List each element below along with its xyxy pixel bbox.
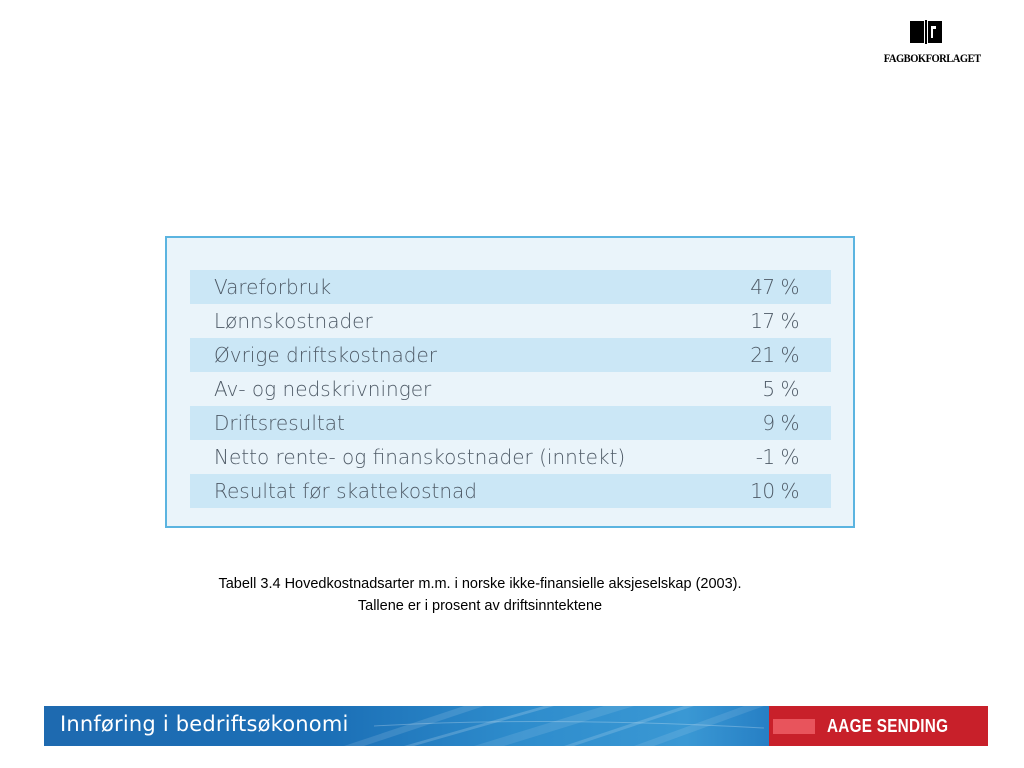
table-row [190, 440, 831, 474]
caption-line-2: Tallene er i prosent av driftsinntektene [357, 598, 603, 614]
cost-table [190, 270, 831, 508]
row-label: Lønnskostnader [214, 309, 373, 333]
row-value: 47 % [750, 275, 799, 299]
table-caption [160, 573, 800, 617]
row-label: Av- og nedskrivninger [214, 377, 432, 401]
row-label: Vareforbruk [214, 275, 332, 299]
footer-banner [44, 706, 988, 746]
author-swatch [773, 719, 815, 734]
table-row [190, 406, 831, 440]
publisher-logo [878, 20, 981, 66]
row-value: 5 % [762, 377, 799, 401]
row-value: 9 % [762, 411, 799, 435]
book-title: Innføring i bedriftsøkonomi [60, 712, 349, 736]
publisher-name: FAGBOKFORLAGET [883, 51, 981, 65]
row-label: Resultat før skattekostnad [214, 479, 477, 503]
table-row [190, 474, 831, 508]
table-row [190, 372, 831, 406]
row-label: Driftsresultat [214, 411, 345, 435]
row-label: Netto rente- og finanskostnader (inntekt) [214, 445, 626, 469]
table-row [190, 304, 831, 338]
book-icon [909, 20, 943, 44]
author-block [769, 706, 988, 746]
cost-table-panel [165, 236, 855, 528]
table-row [190, 270, 831, 304]
caption-line-1: Tabell 3.4 Hovedkostnadsarter m.m. i norske ikke-finansielle aksjeselskap (2003). [218, 576, 742, 592]
row-value: 21 % [750, 343, 799, 367]
row-value: 17 % [750, 309, 799, 333]
author-name: AAGE SENDING [827, 716, 949, 736]
row-value: -1 % [755, 445, 799, 469]
table-row [190, 338, 831, 372]
row-label: Øvrige driftskostnader [214, 343, 437, 367]
row-value: 10 % [750, 479, 799, 503]
